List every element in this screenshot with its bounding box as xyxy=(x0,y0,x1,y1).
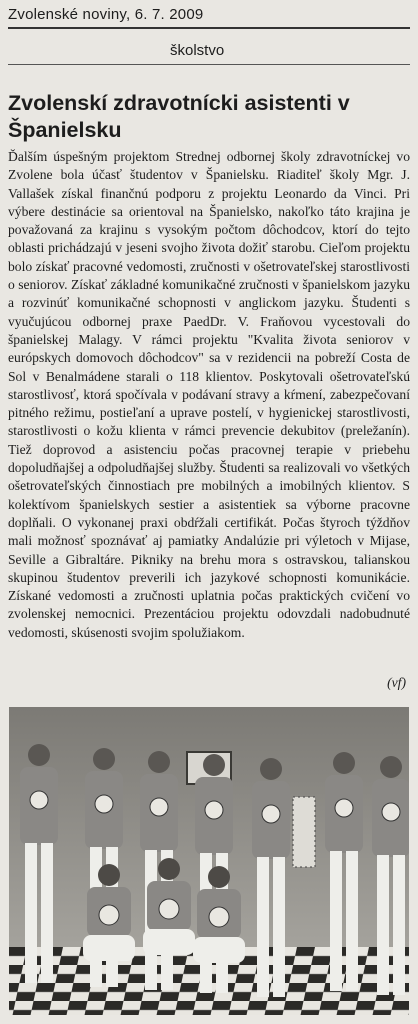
article-headline: Zvolenskí zdravotnícki asistenti v Španielsku xyxy=(8,91,350,142)
article-body xyxy=(8,148,410,642)
article-byline: (vf) xyxy=(387,675,406,690)
section-rule xyxy=(8,64,410,65)
masthead: Zvolenské noviny, 6. 7. 2009 xyxy=(8,6,204,23)
article-paragraph: Ďalším úspešným projektom Strednej odbornej školy zdravotníckej vo Zvolene bola účasť študentov v Španielsku. Riaditeľ školy Mgr. J. Vallašek získal finančnú podporu z projektu Leonardo da Vinci. Pri výbere destinácie sa orientoval na Španielsko, nakoľko táto krajina je považovaná za krajinu s vysokým počtom dôchodcov, ktorí do tejto oblasti prichádzajú v jeseni svojho života dožiť starobu. Cieľom projektu bolo získať pracovné vedomosti, zručnosti v ošetrovateľskej starostlivosti o seniorov. Získať základné komunikačné zručnosti v španielskom jazyku a rozvinúť komunikačné schopnosti v anglickom jazyku. Študenti s vyučujúcou odbornej praxe PaedDr. V. Fraňovou vycestovali do španielskej Malagy. V rámci projektu "Kvalita života seniorov v európskych domovoch dôchodcov" sa v rezidencii na pobreží Costa de Sol v Benalmádene starali o 118 klientov. Poskytovali ošetrovateľskú starostlivosť, ktorá spočívala v podávaní stravy a kŕmení, zabezpečovaní pitného režimu, postieľaní a uprave postelí, v hygienickej starostlivosti, starostlivosti o kožu klienta v rámci prevencie dekubitov (preležanín). Tiež doprovod a asistenciu počas pracovnej terapie v priebehu dopoludňajšej a odpoludňajšej služby. Študenti sa realizovali vo všetkých ošetrovateľských činnostiach pre mobilných a imobilných klientov. S kolektívom španielskych sestier a asistentiek sa výborne pracovne doplňali. O vykonanej praxi obdŕžali certifikát. Počas štyroch týždňov mali možnosť spoznávať aj pamiatky Andalúzie pri výletoch v Mijase, Seville a Gibraltáre. Pikniky na brehu mora s ostravskou, talianskou skupinou študentov preverili ich jazykové schopnosti komunikácie. Získané vedomosti a zručnosti uplatnia počas praktických cvičení vo zvolenskej nemocnici. Prezentáciou projektu odovzdali nadobudnuté vedomosti, skúsenosti svojim spolužiakom. xyxy=(8,149,410,640)
group-photo xyxy=(9,707,409,1015)
masthead-rule xyxy=(8,27,410,29)
group-photo-image xyxy=(9,707,409,1015)
section-label: školstvo xyxy=(170,42,225,59)
